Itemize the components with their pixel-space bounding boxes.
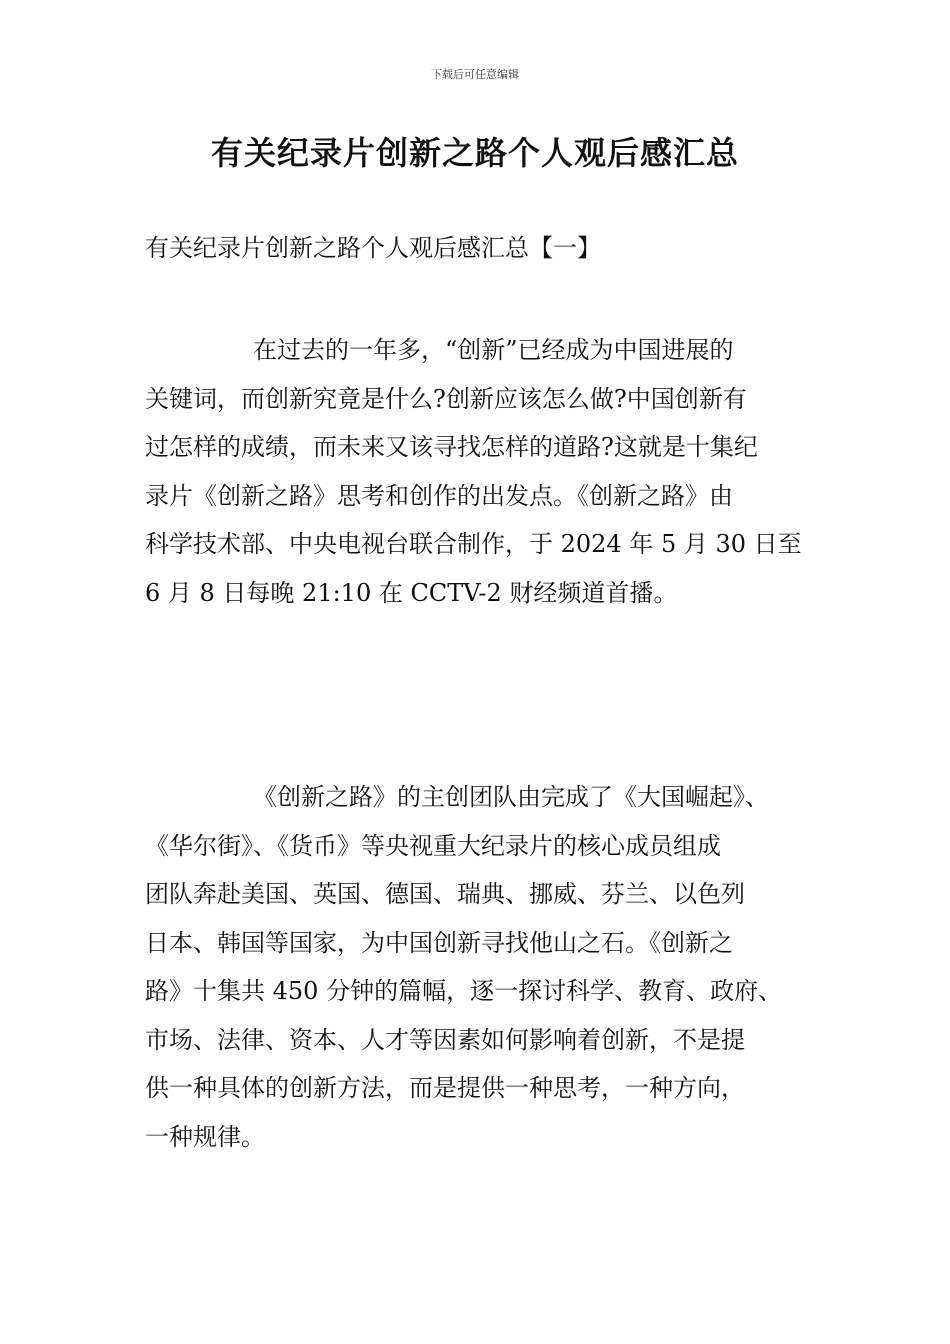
paragraph-line: 一种规律。 [145, 1122, 265, 1151]
paragraph-line: 《华尔街》、《货币》等央视重大纪录片的核心成员组成 [145, 831, 721, 860]
paragraph-line: 日本、韩国等国家，为中国创新寻找他山之石。《创新之 [145, 928, 733, 957]
paragraph-line: 市场、法律、资本、人才等因素如何影响着创新，不是提 [145, 1025, 745, 1054]
section-heading: 有关纪录片创新之路个人观后感汇总【一】 [145, 234, 601, 262]
paragraph-line: 在过去的一年多，“创新”已经成为中国进展的 [253, 336, 734, 364]
paragraph-2 [145, 773, 805, 1161]
paragraph-line: 关键词，而创新究竟是什么?创新应该怎么做?中国创新有 [145, 384, 747, 413]
paragraph-line: 《创新之路》的主创团队由完成了《大国崛起》、 [253, 783, 769, 811]
paragraph-line: 录片《创新之路》思考和创作的出发点。《创新之路》由 [145, 481, 733, 510]
paragraph-line: 路》十集共 450 分钟的篇幅，逐一探讨科学、教育、政府、 [145, 977, 783, 1005]
document-title: 有关纪录片创新之路个人观后感汇总 [210, 134, 739, 172]
paragraph-line: 过怎样的成绩，而未来又该寻找怎样的道路?这就是十集纪 [145, 433, 758, 461]
paragraph-line: 科学技术部、中央电视台联合制作，于 2024 年 5 月 30 日至 [145, 530, 802, 558]
paragraph-1 [145, 326, 805, 617]
paragraph-line: 6 月 8 日每晚 21:10 在 CCTV-2 财经频道首播。 [145, 578, 678, 607]
paragraph-line: 团队奔赴美国、英国、德国、瑞典、挪威、芬兰、以色列 [145, 880, 745, 908]
paragraph-line: 供一种具体的创新方法，而是提供一种思考，一种方向， [145, 1074, 745, 1102]
header-note: 下载后可任意编辑 [431, 68, 519, 81]
